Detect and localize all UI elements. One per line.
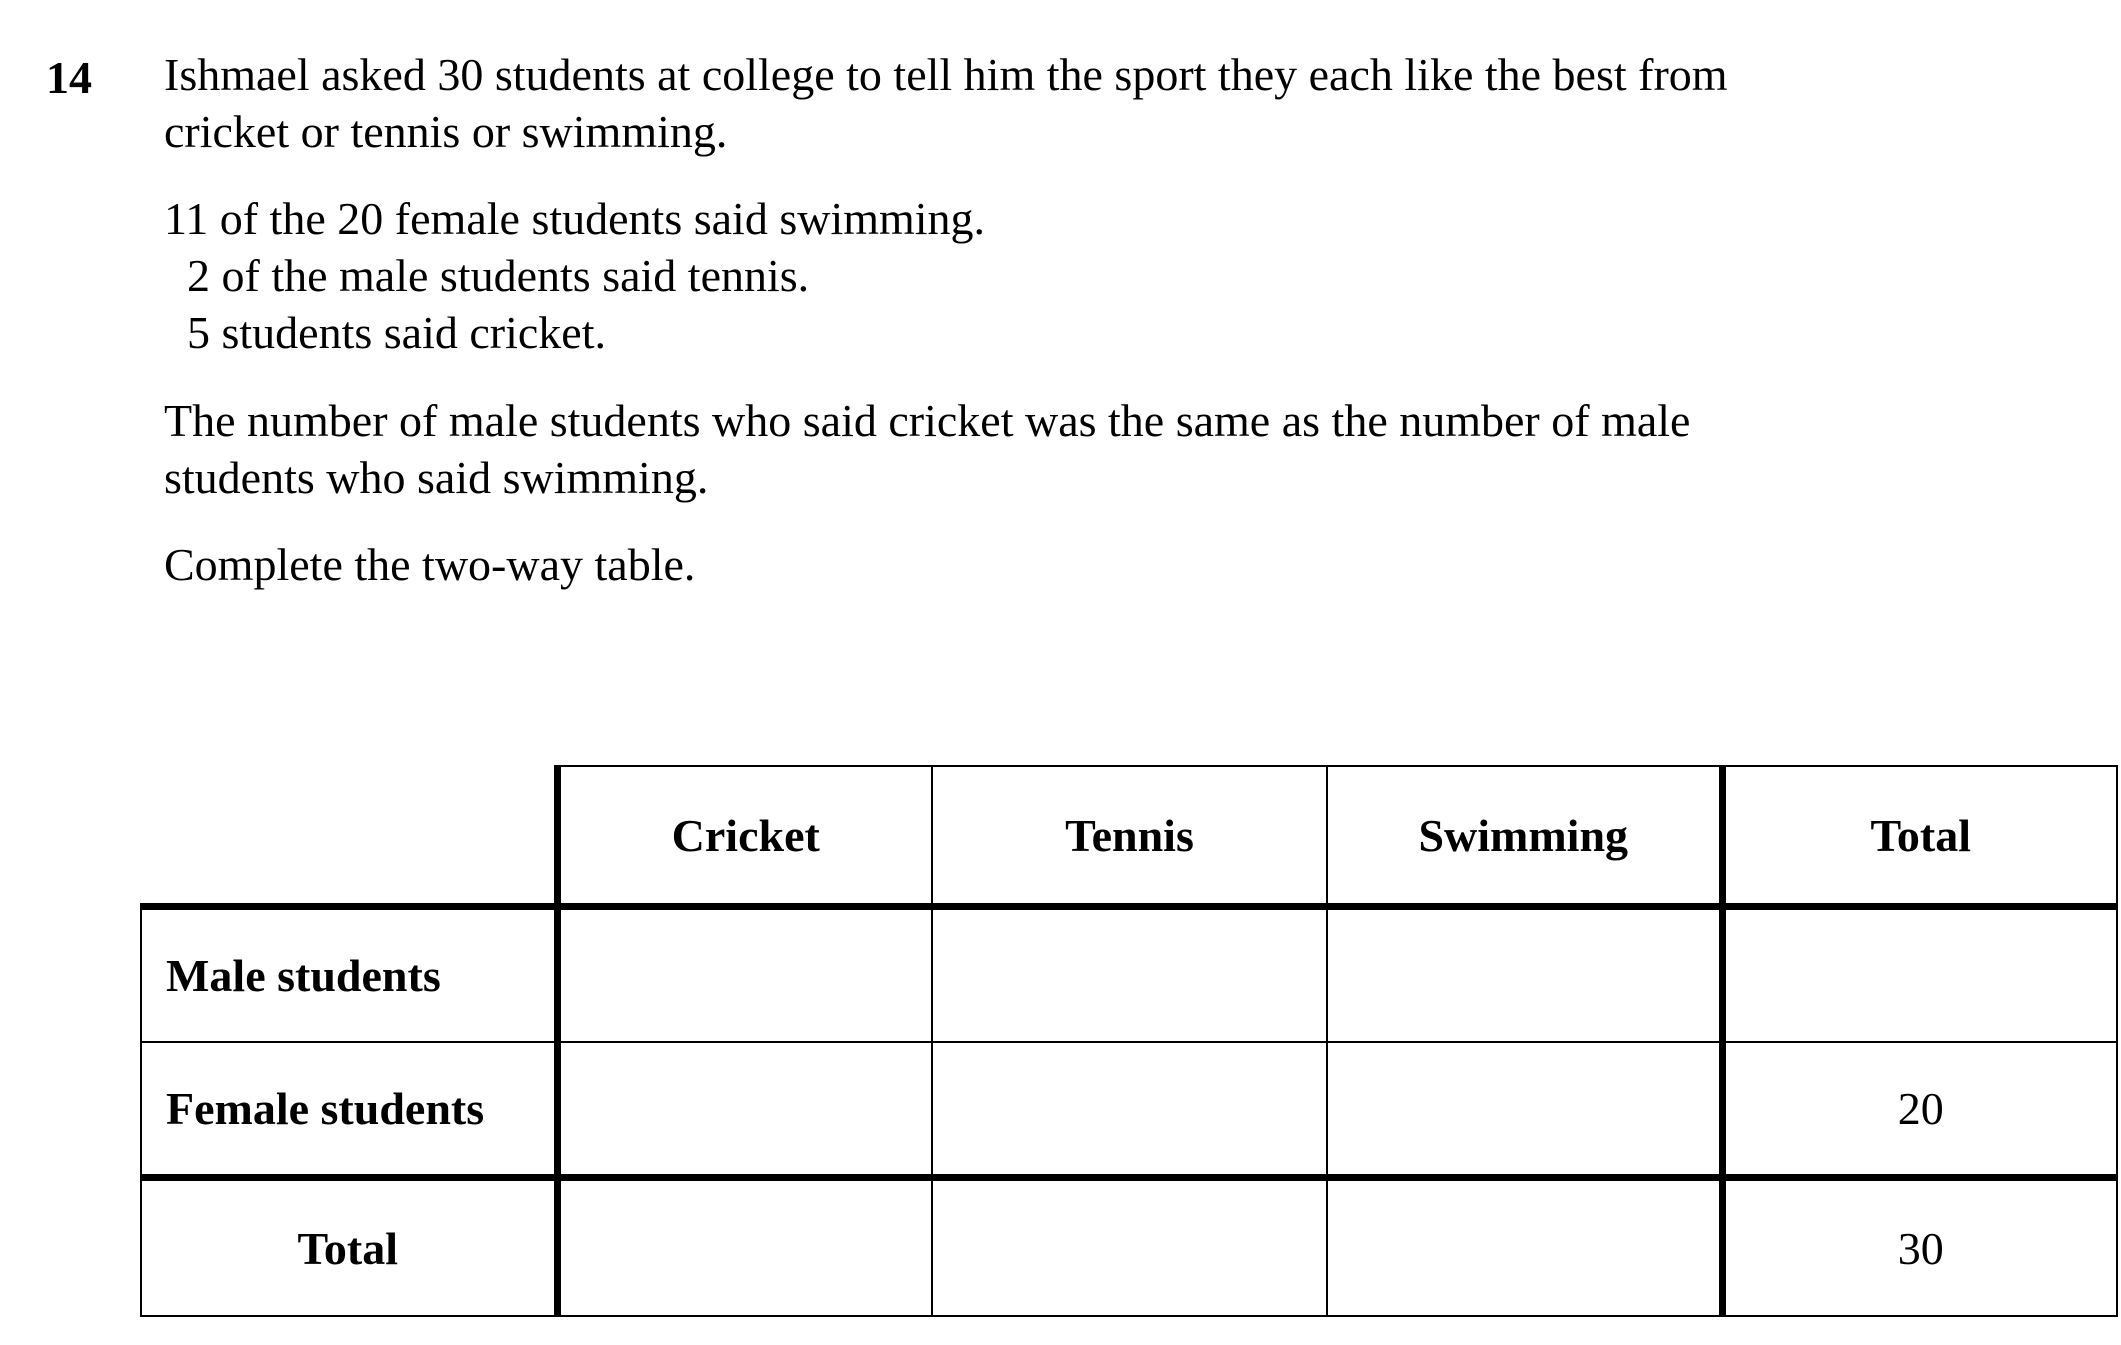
cell-male-tennis[interactable] bbox=[932, 907, 1327, 1043]
table-row-female bbox=[141, 1042, 2117, 1178]
question-facts bbox=[164, 190, 985, 361]
question-intro bbox=[164, 46, 1728, 160]
condition-line-2: students who said swimming. bbox=[164, 452, 709, 503]
cell-male-cricket[interactable] bbox=[557, 907, 932, 1043]
table-header-row bbox=[141, 766, 2117, 907]
question-condition bbox=[164, 392, 1690, 506]
two-way-table bbox=[140, 765, 2118, 1317]
cell-male-total[interactable] bbox=[1722, 907, 2117, 1043]
cell-total-swimming[interactable] bbox=[1327, 1178, 1722, 1317]
cell-female-swimming[interactable] bbox=[1327, 1042, 1722, 1178]
fact-line-3: 5 students said cricket. bbox=[164, 307, 607, 358]
table-row-male bbox=[141, 907, 2117, 1043]
table-corner bbox=[141, 766, 557, 907]
cell-total-total: 30 bbox=[1722, 1178, 2117, 1317]
cell-total-tennis[interactable] bbox=[932, 1178, 1327, 1317]
question-number: 14 bbox=[46, 52, 92, 103]
row-label-total: Total bbox=[141, 1178, 557, 1317]
header-tennis: Tennis bbox=[932, 766, 1327, 907]
cell-male-swimming[interactable] bbox=[1327, 907, 1722, 1043]
intro-line-2: cricket or tennis or swimming. bbox=[164, 106, 728, 157]
cell-female-cricket[interactable] bbox=[557, 1042, 932, 1178]
header-swimming: Swimming bbox=[1327, 766, 1722, 907]
header-total: Total bbox=[1722, 766, 2117, 907]
header-cricket: Cricket bbox=[557, 766, 932, 907]
row-label-male: Male students bbox=[141, 907, 557, 1043]
cell-female-tennis[interactable] bbox=[932, 1042, 1327, 1178]
condition-line-1: The number of male students who said cricket was the same as the number of male bbox=[164, 395, 1691, 446]
cell-female-total: 20 bbox=[1722, 1042, 2117, 1178]
cell-total-cricket[interactable] bbox=[557, 1178, 932, 1317]
fact-line-1: 11 of the 20 female students said swimming. bbox=[164, 193, 986, 244]
row-label-female: Female students bbox=[141, 1042, 557, 1178]
intro-line-1: Ishmael asked 30 students at college to tell him the sport they each like the best from bbox=[164, 49, 1728, 100]
question-instruction: Complete the two-way table. bbox=[164, 539, 696, 590]
table-row-total bbox=[141, 1178, 2117, 1317]
fact-line-2: 2 of the male students said tennis. bbox=[164, 250, 810, 301]
